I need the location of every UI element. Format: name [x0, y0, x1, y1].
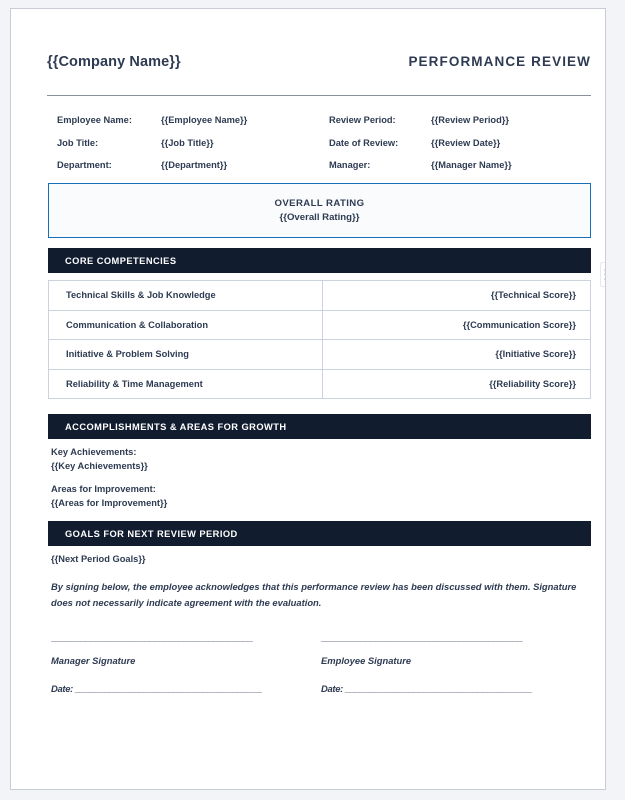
- employee-info-grid: [57, 115, 591, 183]
- section-title: ACCOMPLISHMENTS & AREAS FOR GROWTH: [65, 421, 287, 432]
- info-value: {{Job Title}}: [161, 137, 214, 148]
- info-label: Manager:: [329, 160, 371, 170]
- table-row: [49, 369, 591, 399]
- info-value: {{Department}}: [161, 160, 228, 170]
- areas-for-improvement-block: [51, 483, 591, 510]
- areas-for-improvement-value: {{Areas for Improvement}}: [51, 497, 168, 508]
- info-pair-manager: [329, 160, 591, 170]
- overall-rating-value: {{Overall Rating}}: [279, 211, 360, 223]
- signature-area: [51, 631, 591, 694]
- overall-rating-box: [48, 183, 591, 238]
- overall-rating-label: OVERALL RATING: [274, 197, 365, 209]
- info-row: [57, 115, 591, 138]
- document-page: [10, 8, 606, 790]
- table-row: [49, 281, 591, 311]
- info-row: [57, 138, 591, 161]
- core-competencies-table: [48, 280, 591, 399]
- employee-signature-label: Employee Signature: [321, 655, 412, 666]
- document-header: [47, 54, 591, 70]
- competency-score: {{Reliability Score}}: [323, 369, 591, 399]
- competency-score: {{Communication Score}}: [323, 310, 591, 340]
- next-period-goals-block: [51, 553, 591, 567]
- table-row: [49, 310, 591, 340]
- info-label: Date of Review:: [329, 137, 399, 148]
- info-label: Employee Name:: [57, 115, 132, 125]
- areas-for-improvement-label: Areas for Improvement:: [51, 484, 156, 494]
- info-label: Review Period:: [329, 115, 396, 125]
- dot-grid-icon: [604, 269, 606, 281]
- header-divider: [47, 95, 591, 96]
- competency-name: Initiative & Problem Solving: [49, 340, 323, 370]
- manager-signature-column: [51, 631, 321, 694]
- company-name: {{Company Name}}: [47, 54, 181, 70]
- section-header-core-competencies: [48, 248, 591, 273]
- document-title: PERFORMANCE REVIEW: [408, 54, 591, 69]
- competency-score: {{Technical Score}}: [323, 281, 591, 311]
- drag-handle[interactable]: [600, 262, 606, 287]
- section-title: CORE COMPETENCIES: [65, 255, 177, 266]
- employee-date-line[interactable]: Date: ______________________________________: [321, 683, 532, 694]
- info-label: Department:: [57, 160, 112, 170]
- key-achievements-block: [51, 446, 591, 473]
- key-achievements-label: Key Achievements:: [51, 447, 137, 457]
- key-achievements-value: {{Key Achievements}}: [51, 460, 148, 471]
- info-value: {{Review Date}}: [431, 137, 501, 148]
- manager-signature-label: Manager Signature: [51, 655, 136, 666]
- info-value: {{Employee Name}}: [161, 115, 248, 125]
- section-header-accomplishments: [48, 414, 591, 439]
- manager-signature-line[interactable]: _________________________________________: [51, 632, 253, 643]
- employee-signature-column: [321, 631, 591, 694]
- info-row: [57, 160, 591, 183]
- info-value: {{Manager Name}}: [431, 160, 512, 170]
- competency-name: Communication & Collaboration: [49, 310, 323, 340]
- info-pair-review-period: [329, 115, 591, 125]
- next-period-goals-value: {{Next Period Goals}}: [51, 554, 146, 564]
- section-title: GOALS FOR NEXT REVIEW PERIOD: [65, 528, 238, 539]
- manager-date-line[interactable]: Date: ______________________________________: [51, 683, 262, 694]
- competency-name: Technical Skills & Job Knowledge: [49, 281, 323, 311]
- table-row: [49, 340, 591, 370]
- competency-name: Reliability & Time Management: [49, 369, 323, 399]
- info-pair-job-title: [57, 138, 329, 148]
- section-header-goals: [48, 521, 591, 546]
- info-label: Job Title:: [57, 137, 99, 148]
- signature-disclaimer: By signing below, the employee acknowledges that this performance review has been discussed with them. Signature does not necessarily indicate agreement with the evaluation.: [51, 581, 577, 608]
- info-pair-date-of-review: [329, 138, 591, 148]
- info-value: {{Review Period}}: [431, 115, 510, 125]
- info-pair-employee-name: [57, 115, 329, 125]
- employee-signature-line[interactable]: _________________________________________: [321, 632, 523, 643]
- info-pair-department: [57, 160, 329, 170]
- competency-score: {{Initiative Score}}: [323, 340, 591, 370]
